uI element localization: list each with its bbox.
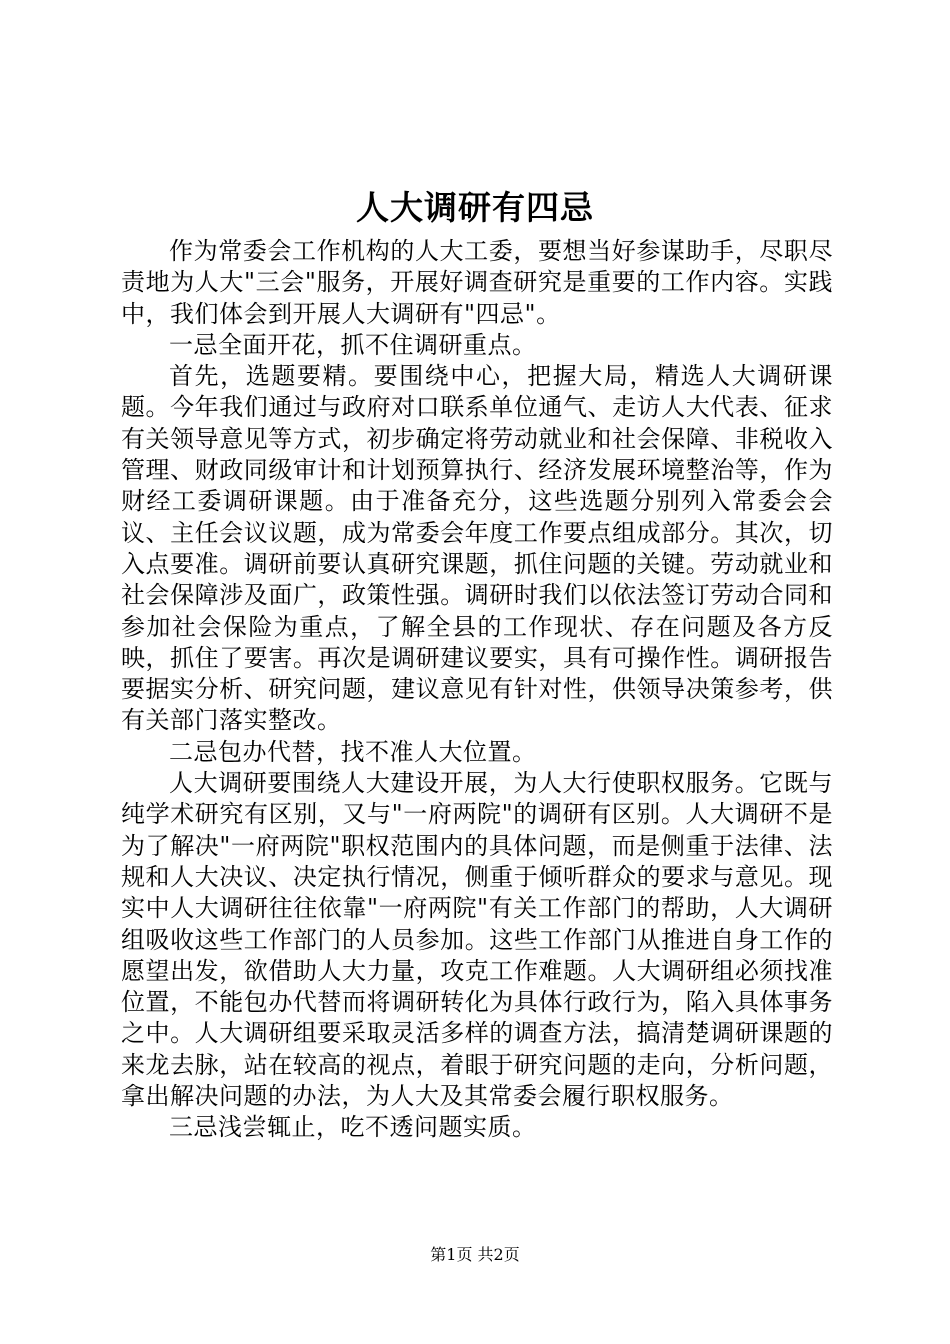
section-heading-3: 三忌浅尝辄止，吃不透问题实质。 [169, 1113, 537, 1142]
section-heading-1: 一忌全面开花，抓不住调研重点。 [169, 330, 537, 359]
paragraph-section-2: 人大调研要围绕人大建设开展，为人大行使职权服务。它既与纯学术研究有区别，又与"一府两院"的调研有区别。人大调研不是为了解决"一府两院"职权范围内的具体问题，而是侧重于法律、法规和人大决议、决定执行情况，侧重于倾听群众的要求与意见。现实中人大调研往往依靠"一府两院"有关工作部门的帮助，人大调研组吸收这些工作部门的人员参加。这些工作部门从推进自身工作的愿望出发，欲借助人大力量，攻克工作难题。人大调研组必须找准位置，不能包办代替而将调研转化为具体行政行为，陷入具体事务之中。人大调研组要采取灵活多样的调查方法，搞清楚调研课题的来龙去脉，站在较高的视点，着眼于研究问题的走向，分析问题，拿出解决问题的办法，为人大及其常委会履行职权服务。 [121, 769, 833, 1111]
page-number-footer: 第1页 共2页 [430, 1245, 520, 1264]
paragraph-section-1: 首先，选题要精。要围绕中心，把握大局，精选人大调研课题。今年我们通过与政府对口联系单位通气、走访人大代表、征求有关领导意见等方式，初步确定将劳动就业和社会保障、非税收入管理、财政同级审计和计划预算执行、经济发展环境整治等，作为财经工委调研课题。由于准备充分，这些选题分别列入常委会会议、主任会议议题，成为常委会年度工作要点组成部分。其次，切入点要准。调研前要认真研究课题，抓住问题的关键。劳动就业和社会保障涉及面广，政策性强。调研时我们以依法签订劳动合同和参加社会保险为重点，了解全县的工作现状、存在问题及各方反映，抓住了要害。再次是调研建议要实，具有可操作性。调研报告要据实分析、研究问题，建议意见有针对性，供领导决策参考，供有关部门落实整改。 [121, 362, 833, 735]
document-title: 人大调研有四忌 [356, 188, 594, 227]
paragraph-intro: 作为常委会工作机构的人大工委，要想当好参谋助手，尽职尽责地为人大"三会"服务，开展好调查研究是重要的工作内容。实践中，我们体会到开展人大调研有"四忌"。 [121, 237, 833, 328]
document-body [121, 236, 833, 1144]
section-heading-2: 二忌包办代替，找不准人大位置。 [169, 737, 537, 766]
